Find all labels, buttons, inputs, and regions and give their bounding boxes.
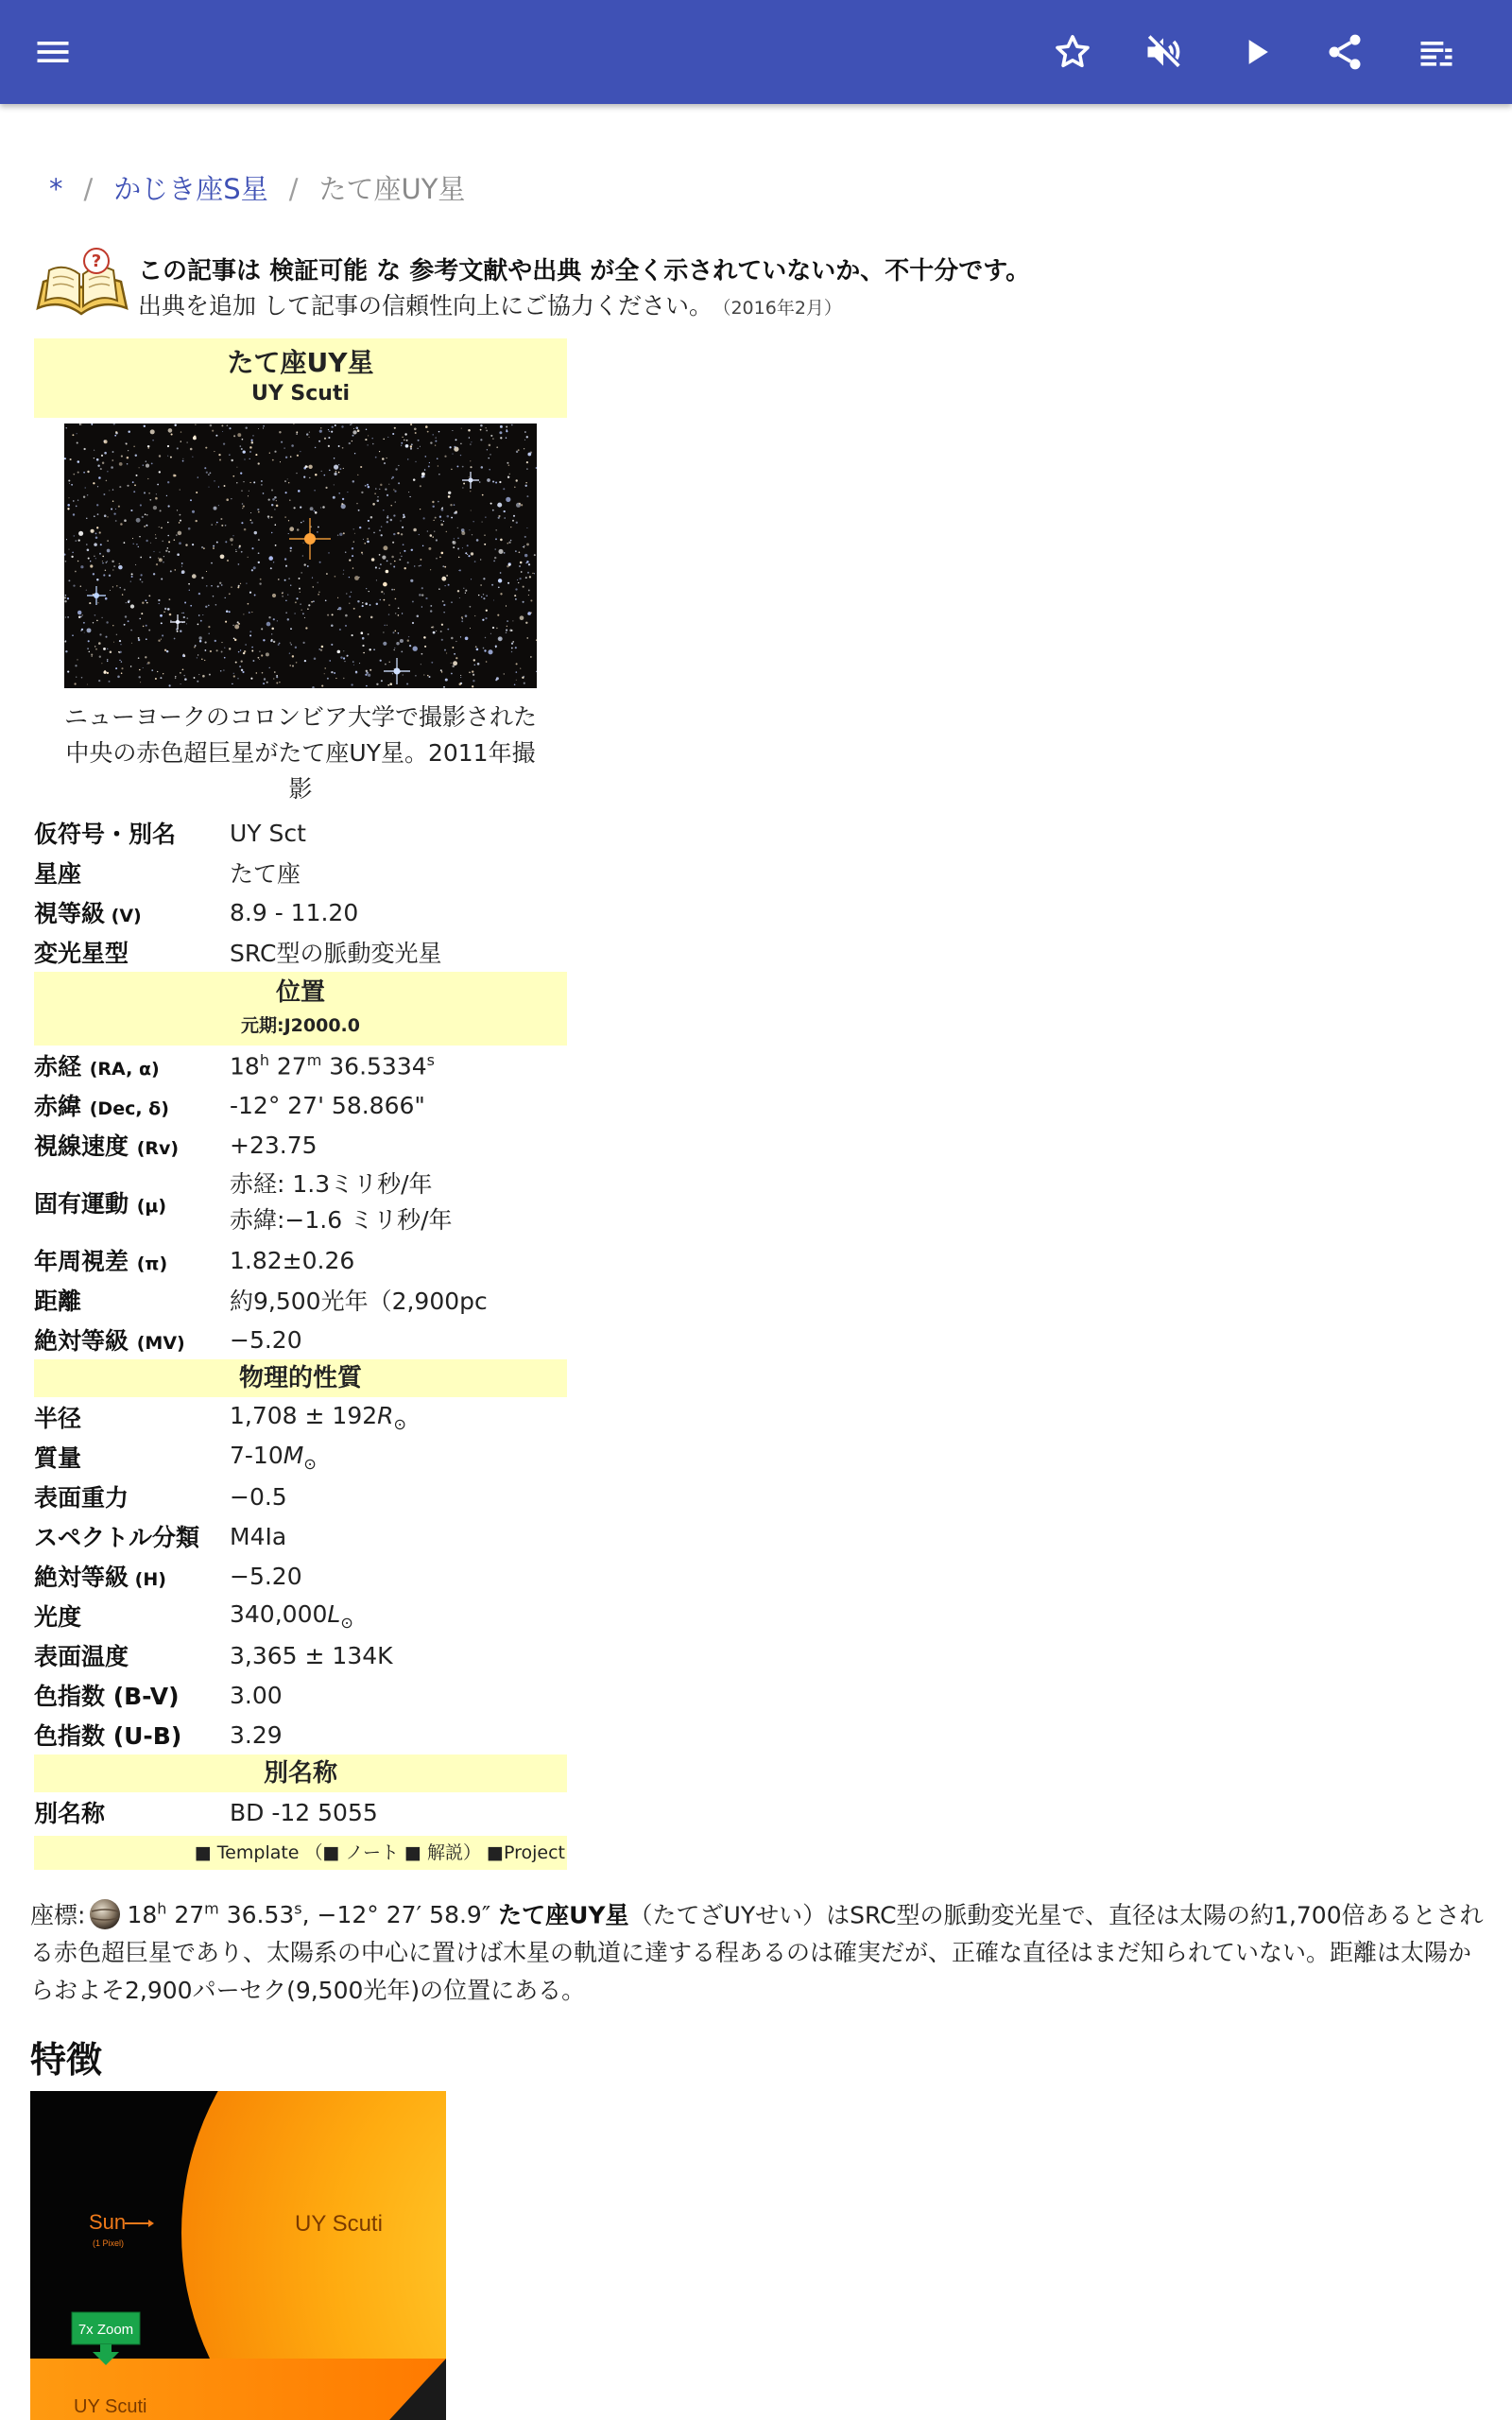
- ra-row: 赤経 (RA, α) 18$^h$ 27$^m$ 36.5334$^s$: [34, 1050, 435, 1080]
- svg-text:?: ?: [91, 251, 102, 271]
- verifiable-link[interactable]: 検証可能: [269, 257, 369, 285]
- infobox-value: $7-10M_⊙$: [230, 1441, 317, 1473]
- book-question-icon: [34, 246, 129, 321]
- infobox-key: 半径: [34, 1405, 82, 1432]
- alias-row: 別名称 BD -12 5055: [34, 1798, 378, 1827]
- infobox-title-ja: たて座UY星: [227, 347, 374, 378]
- infobox-key: スペクトル分類: [34, 1524, 200, 1551]
- infobox-footer-links[interactable]: ■ Template （■ ノート ■ 解説） ■Project: [34, 1836, 567, 1870]
- infobox-row: [34, 892, 567, 932]
- proper-motion-row: 固有運動 (μ) 赤経: 1.3ミリ秒/年 赤緯:−1.6 ミリ秒/年: [34, 1170, 453, 1234]
- notice-date: （2016年2月）: [721, 298, 842, 319]
- physical-row: [34, 1596, 567, 1635]
- infobox-row: [34, 932, 567, 972]
- infobox-row: [34, 813, 567, 853]
- physical-section-header: 物理的性質: [34, 1359, 567, 1397]
- physical-row: [34, 1437, 567, 1477]
- infobox-title: [34, 338, 567, 418]
- infobox: [34, 338, 567, 1870]
- infobox-value: 3,365 ± 134K: [230, 1641, 393, 1669]
- absolute-magnitude-row: 絶対等級 (MV) −5.20: [34, 1325, 302, 1355]
- uy-scuti-zoomed-label: UY Scuti: [74, 2396, 147, 2417]
- infobox-key: 星座: [34, 860, 82, 888]
- sun-scale-label: (1 Pixel): [93, 2238, 125, 2248]
- infobox-value: たて座: [230, 860, 301, 888]
- parallax-row: 年周視差 (π) 1.82±0.26: [34, 1246, 355, 1275]
- infobox-row: [34, 853, 567, 892]
- app-bar: [0, 0, 1512, 104]
- infobox-value: $1,708 \pm 192R_⊙$: [230, 1401, 406, 1433]
- position-section-header: 位置 元期:J2000.0: [34, 972, 567, 1046]
- breadcrumb: [49, 168, 465, 207]
- infobox-key: 視等級 (V): [34, 900, 142, 927]
- infobox-key: 質量: [34, 1444, 82, 1472]
- physical-row: [34, 1715, 567, 1754]
- playlist-icon[interactable]: [1408, 24, 1465, 80]
- breadcrumb-current: たて座UY星: [318, 173, 466, 205]
- uy-scuti-label: UY Scuti: [295, 2211, 383, 2237]
- hamburger-menu-icon[interactable]: [25, 24, 81, 80]
- coordinates-label: 座標:: [30, 1901, 86, 1929]
- breadcrumb-parent-link[interactable]: かじき座S星: [113, 173, 268, 205]
- starfield-photo[interactable]: [64, 424, 537, 688]
- share-icon[interactable]: [1316, 24, 1373, 80]
- intro-paragraph: 座標: 18$^h$ 27$^m$ $36.53^s$, −12° 27′ 58.9″ たて座UY星（たてざUYせい）はSRC型の脈動変光星で、直径は太陽の約1,700倍あるとされる赤色超巨星であり、太陽系の中心に置けば木星の軌道に達する程あるのは確実だが、正確な直径はまだ知られていない。距離は太陽からおよそ2,900パーセク(9,500光年)の位置にある。: [30, 1900, 1484, 2005]
- infobox-key: 色指数 (U-B): [34, 1722, 182, 1750]
- infobox-value: −0.5: [230, 1482, 287, 1511]
- add-source-link[interactable]: 出典を追加: [138, 292, 257, 320]
- infobox-value: −5.20: [230, 1562, 302, 1590]
- volume-off-icon[interactable]: [1135, 24, 1192, 80]
- image-caption: ニューヨークのコロンビア大学で撮影された中央の赤色超巨星がたて座UY星。2011年撮影: [63, 703, 537, 803]
- infobox-key: 変光星型: [34, 940, 129, 967]
- physical-row: [34, 1556, 567, 1596]
- physical-row: [34, 1397, 567, 1437]
- infobox-value: UY Sct: [230, 819, 306, 847]
- dec-row: 赤緯 (Dec, δ) -12° 27' 58.866": [34, 1091, 425, 1120]
- star-icon[interactable]: [1044, 24, 1101, 80]
- verification-notice: [34, 244, 1168, 321]
- physical-row: [34, 1516, 567, 1556]
- infobox-value: $340,000L_⊙$: [230, 1599, 353, 1632]
- physical-row: [34, 1675, 567, 1715]
- radial-velocity-row: 視線速度 (Rv) +23.75: [34, 1131, 318, 1160]
- notice-title: この記事は 検証可能 な 参考文献や出典 が全く示されていないか、不十分です。: [138, 257, 1031, 285]
- section-heading-features: 特徴: [30, 2039, 103, 2081]
- infobox-value: SRC型の脈動変光星: [230, 940, 442, 967]
- play-icon[interactable]: [1228, 24, 1284, 80]
- globe-icon[interactable]: [89, 1898, 121, 1930]
- infobox-key: 仮符号・別名: [34, 821, 177, 848]
- notice-body: 出典を追加 して記事の信頼性向上にご協力ください。 （2016年2月）: [138, 292, 842, 320]
- sun-label: Sun: [89, 2210, 127, 2234]
- infobox-title-en: UY Scuti: [250, 382, 351, 406]
- infobox-key: 表面温度: [34, 1643, 129, 1670]
- infobox-key: 光度: [34, 1603, 82, 1631]
- coordinates-link[interactable]: 18$^h$ 27$^m$ $36.53^s$, −12° 27′ 58.9″: [127, 1900, 491, 1929]
- breadcrumb-separator: /: [83, 173, 94, 205]
- article-subject: たて座UY星: [498, 1901, 629, 1929]
- physical-row: [34, 1477, 567, 1516]
- breadcrumb-root-link[interactable]: *: [49, 173, 63, 205]
- physical-row: [34, 1635, 567, 1675]
- size-comparison-figure[interactable]: [30, 2091, 446, 2420]
- infobox-value: 3.29: [230, 1720, 283, 1749]
- infobox-value: 3.00: [230, 1681, 283, 1709]
- breadcrumb-separator: /: [288, 173, 299, 205]
- epoch-label: 元期:J2000.0: [241, 1015, 360, 1036]
- infobox-value: M4Ia: [230, 1522, 287, 1550]
- infobox-key: 色指数 (B-V): [34, 1683, 180, 1710]
- infobox-key: 表面重力: [34, 1484, 129, 1512]
- alias-section-header: 別名称: [34, 1754, 567, 1792]
- distance-row: 距離 約9,500光年（2,900pc: [34, 1288, 488, 1315]
- zoom-label: 7x Zoom: [77, 2322, 134, 2338]
- references-link[interactable]: 参考文献や出典: [409, 257, 582, 285]
- infobox-key: 絶対等級 (H): [34, 1564, 166, 1591]
- infobox-value: 8.9 - 11.20: [230, 898, 359, 926]
